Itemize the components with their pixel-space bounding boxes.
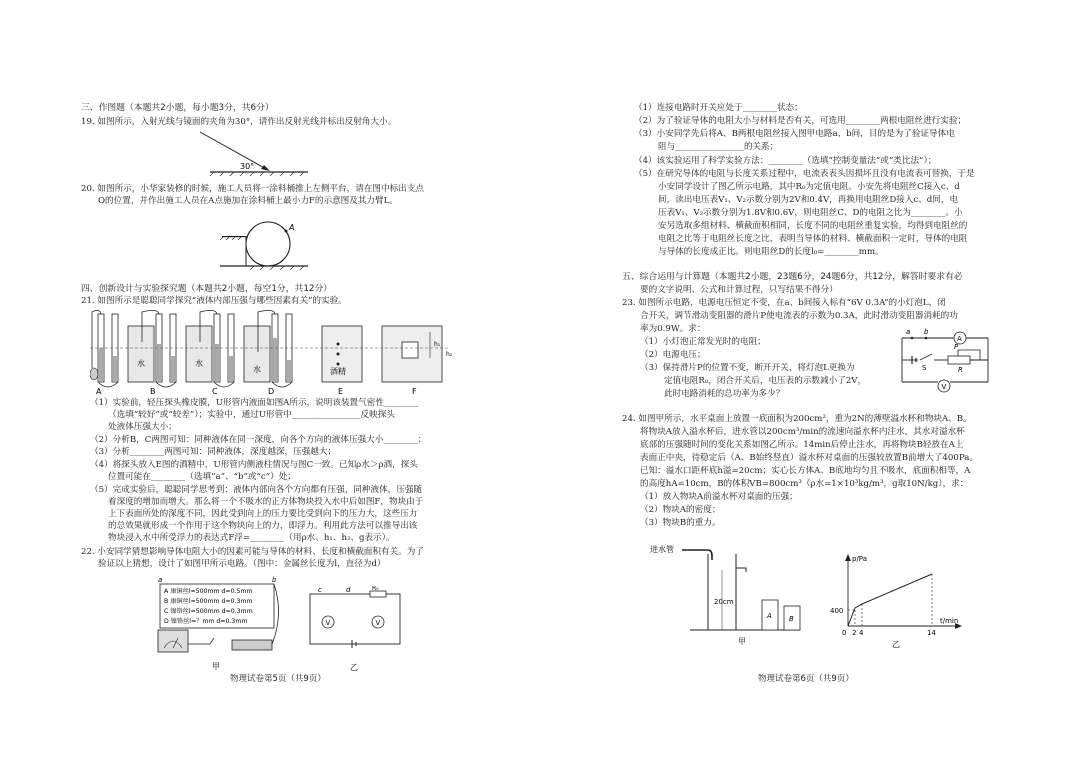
x-tick-2: 2 [852, 629, 857, 637]
section5-title-2: 要的文字说明、公式和计算过程，只写结果不得分） [640, 285, 838, 295]
q24-line-9: （3）物块B的重力。 [640, 518, 721, 528]
q22-text-1: 22. 小安同学猜想影响导体电阻大小的因素可能与导体的材料、长度和横截面积有关。为了 [81, 547, 424, 557]
q21-line-10: 上下表面所处的深度不同，因此受到向上的压力要比受到向下的压力大，这些压力 [108, 509, 418, 519]
jia-label: 甲 [738, 637, 746, 646]
fig21-label-f: F [412, 387, 417, 396]
svg-text:V: V [325, 619, 331, 627]
q21-line-3: 处液体压强大小； [108, 422, 177, 432]
svg-text:V: V [375, 619, 381, 627]
switch-icon [920, 354, 932, 360]
q21-line-7: 位置可能在________（选填“a”、“b”或“c”）处； [108, 472, 296, 482]
mirror-hatch [210, 172, 304, 176]
q23-line-2: 合开关，调节滑动变阻器的滑片P使电流表的示数为0.3A，此时滑动变阻器消耗的功 [640, 311, 958, 321]
q24-line-2: 将物块A放入溢水杯后，进水管以200cm³/min的流速向溢水杯内注水，其水对溢水杯 [640, 427, 965, 437]
platform-top [222, 236, 246, 237]
rheostat-icon [948, 356, 970, 364]
q21-line-11: 的总效果就形成一个作用于这个物块向上的力，即浮力。利用此方法可以推导出该 [108, 521, 418, 531]
yi-label: 乙 [350, 663, 358, 672]
wire-row-a: A 康铜丝l=500mm d=0.5mm [164, 588, 253, 595]
fig21-label-a: A [96, 387, 102, 396]
wire-row-d: D 镍铬丝l=？mm d=0.3mm [164, 618, 248, 625]
section5-title-1: 五、综合运用与计算题（本题共2小题，23题6分，24题6分，共12分，解答时要求有必 [622, 272, 963, 282]
q20-text-1: 20. 如图所示，小华家装修的时候，施工人员将一涂料桶推上左侧平台，请在图中标出支点 [81, 184, 424, 194]
overflow-spout [736, 568, 746, 572]
svg-text:R₀: R₀ [372, 586, 379, 592]
fig-b-utube [128, 310, 176, 387]
q21-line-8: （5）完成实验后，聪聪同学思考到：液体内部向各个方向都有压强，同种液体，压强随 [90, 485, 423, 495]
section4-title: 四、创新设计与实验探究题（本题共2小题，每空1分，共12分） [81, 284, 333, 294]
section3-title: 三、作图题（本题共2小题，每小题3分，共6分） [81, 103, 274, 113]
fig-c-water-label: 水 [195, 359, 203, 368]
q22-sub-3: （3）小安同学先后将A、B两根电阻丝接入图甲电路a、b间，目的是为了验证导体电 [634, 129, 955, 139]
fig21-label-d: D [268, 387, 275, 396]
svg-text:V: V [941, 383, 947, 391]
bucket-circle [246, 222, 290, 266]
q21-line-6: （4）将探头放入E图的酒精中，U形管内侧液柱情况与图C一致。已知ρ水＞ρ酒，探头 [90, 460, 418, 470]
q24-line-8: （2）物块A的密度； [640, 505, 721, 515]
q20-bucket-figure [220, 208, 310, 270]
q23-line-4: （1）小灯泡正常发光时的电阻； [640, 337, 766, 347]
x-tick-0: 0 [842, 629, 847, 637]
fig-d-water-label: 水 [253, 365, 261, 374]
battery-icon [232, 640, 272, 650]
q22-sub-1: （1）连接电路时开关应处于________状态； [634, 103, 803, 113]
q23-circuit [892, 326, 1002, 398]
svg-text:h₁: h₁ [434, 341, 441, 348]
svg-text:d: d [346, 586, 351, 594]
q23-line-8: 此时电路消耗的总功率为多少？ [664, 389, 785, 399]
q22-sub-9: 压表V₁、V₂示数分别为1.8V和0.6V，则电阻丝C、D的电阻之比为________。小 [658, 208, 963, 218]
fig-c-utube [186, 310, 234, 387]
q23-line-5: （2）电源电压； [640, 350, 706, 360]
fig21-label-b: B [150, 387, 156, 396]
q21-line-4: （2）分析B，C两图可知：同种液体在同一深度，向各个方向的液体压强大小________； [90, 435, 427, 445]
fig-d-utube [244, 310, 292, 387]
svg-text:c: c [318, 586, 322, 594]
ray-arrow-icon [261, 165, 270, 171]
fig-e-alcohol-label: 酒精 [330, 367, 346, 376]
svg-text:B: B [789, 615, 794, 623]
fig-e-beaker [322, 326, 362, 382]
svg-text:A: A [767, 612, 772, 620]
q21-line-5: （3）分析________两图可知：同种液体，深度越深，压强越大； [90, 447, 337, 457]
q22-circuit-jia [150, 574, 290, 674]
yi-label: 乙 [892, 640, 900, 648]
q23-line-7: 定值电阻R₀，闭合开关后，电压表的示数减小了2V， [664, 376, 867, 386]
left-footer: 物理试卷第5页（共9页） [230, 674, 326, 684]
fig21-label-e: E [338, 387, 344, 396]
q22-sub-6: （5）在研究导体的电阻与长度关系过程中，电流表表头因损坏且没有电流表可替换，于是 [634, 169, 975, 179]
q21-line-2: （选填“较好”或“较差”）；实验中，通过U形管中________________反映探头 [108, 410, 395, 420]
q21-line-12: 物块浸入水中所受浮力的表达式F浮=________（用ρ水、h₁、h₂、g表示）。 [108, 533, 395, 543]
q23-line-1: 23. 如图所示电路，电源电压恒定不变，在a、b间接入标有“6V 0.3A”的小灯泡L，闭 [622, 298, 946, 308]
q19-text: 19. 如图所示，入射光线与镜面的夹角为30°，请作出反射光线并标出反射角大小。 [81, 117, 397, 127]
x-tick-4: 4 [859, 629, 864, 637]
q22-sub-7: 小安同学设计了图乙所示电路，其中R₀为定值电阻。小安先将电阻丝C接入c、d [658, 182, 960, 192]
svg-text:A: A [957, 335, 962, 343]
svg-text:b: b [924, 328, 929, 336]
q24-line-5: 已知：溢水口距杯底h溢=20cm；实心长方体A、B底地均匀且不吸水，底面积相等，A [640, 466, 971, 476]
svg-text:S: S [922, 364, 927, 372]
q22-text-2: 验证以上猜想，设计了如图甲所示电路。（图中：金属丝长度为l，直径为d） [98, 559, 386, 569]
q24-figure-jia [650, 540, 810, 650]
q24-line-7: （1）放入物块A前溢水杯对桌面的压强； [640, 492, 798, 502]
fig-f-beaker [382, 326, 453, 382]
q22-sub-8: 间，读出电压表V₁、V₂示数分别为2V和0.4V，再换用电阻丝D接入c、d间，电 [658, 195, 959, 205]
right-page [540, 0, 1080, 762]
q24-line-1: 24. 如图甲所示，水平桌面上放置一底面积为200cm²，重为2N的薄壁溢水杯和物块A、B。 [622, 414, 972, 424]
switch-icon [188, 638, 214, 644]
x-axis-label: t/min [940, 617, 959, 625]
q24-line-3: 底部的压强随时间的变化关系如图乙所示。14min后停止注水，再将物块B轻放在A上 [640, 440, 964, 450]
q22-sub-10: 安另选取多组材料、横截面积相同，长度不同的电阻丝重复实验，均得到电阻丝的 [658, 221, 968, 231]
q24-line-4: 表面正中央，待稳定后（A、B始终竖直）溢水杯对桌面的压强较放置B前增大了400Pa。 [640, 453, 978, 463]
wire-row-b: B 康铜丝l=500mm d=0.3mm [164, 598, 253, 605]
wire-row-c: C 镍铬丝l=500mm d=0.3mm [164, 608, 253, 615]
y-tick-400: 400 [830, 607, 844, 615]
svg-text:a: a [906, 328, 911, 336]
q21-line-1: （1）实验前，轻压探头橡皮膜，U形管内液面如图A所示，说明该装置气密性________ [90, 398, 419, 408]
y-axis-label: p/Pa [852, 555, 867, 563]
q20-text-2: O的位置，并作出施工人员在A点施加在涂料桶上最小力F的示意图及其力臂L。 [98, 196, 398, 206]
q21-text: 21. 如图所示是聪聪同学探究“液体内部压强与哪些因素有关”的实验。 [81, 296, 347, 306]
right-footer: 物理试卷第6页（共9页） [758, 674, 854, 684]
q22-sub-11: 电阻之比等于电阻丝长度之比，表明当导体的材料、横截面积一定时，导体的电阻 [658, 234, 968, 244]
q23-line-3: 率为0.9W。求： [640, 324, 706, 334]
q24-line-6: 的高度hA=10cm，B的体积VB=800cm³（ρ水=1×10³kg/m³，g取10N/kg），求： [640, 479, 969, 489]
point-a-dot [285, 230, 288, 233]
q21-pressure-figure [90, 308, 460, 396]
height-label: 20cm [714, 598, 734, 606]
q24-chart-yi [828, 548, 978, 648]
fig21-label-c: C [212, 387, 218, 396]
inlet-label: 进水管 [650, 545, 674, 554]
jia-label: 甲 [212, 662, 220, 671]
q19-mirror-figure [190, 128, 310, 176]
angle-label: 30° [240, 162, 255, 171]
svg-text:a: a [158, 576, 163, 584]
pressure-curve [848, 574, 932, 626]
svg-text:b: b [272, 576, 277, 584]
svg-text:h₂: h₂ [446, 351, 453, 358]
point-a-label: A [289, 223, 295, 232]
fig-a-utube [90, 310, 118, 387]
incident-ray [200, 132, 268, 170]
svg-text:R: R [958, 366, 963, 374]
svg-text:P: P [954, 343, 959, 351]
q22-sub-12: 与导体的长度成正比。则电阻丝D的长度l₀=________mm。 [658, 247, 884, 257]
q22-sub-5: （4）该实验运用了科学实验方法：________（选填“控制变量法”或“类比法”）； [634, 156, 937, 166]
q22-sub-4: 阻与________________的关系； [658, 142, 779, 152]
q23-line-6: （3）保持滑片P的位置不变，断开开关，将灯泡L更换为 [640, 363, 855, 373]
q21-line-9: 着深度的增加而增大。那么将一个不吸水的正方体物块投入水中后如图F，物块由于 [108, 497, 424, 507]
q22-circuit-yi [300, 586, 410, 674]
q22-sub-2: （2）为了验证导体的电阻大小与材料是否有关，可选用________两根电阻丝进行实验； [634, 116, 967, 126]
fig-b-water-label: 水 [137, 359, 145, 368]
x-tick-14: 14 [927, 629, 936, 637]
